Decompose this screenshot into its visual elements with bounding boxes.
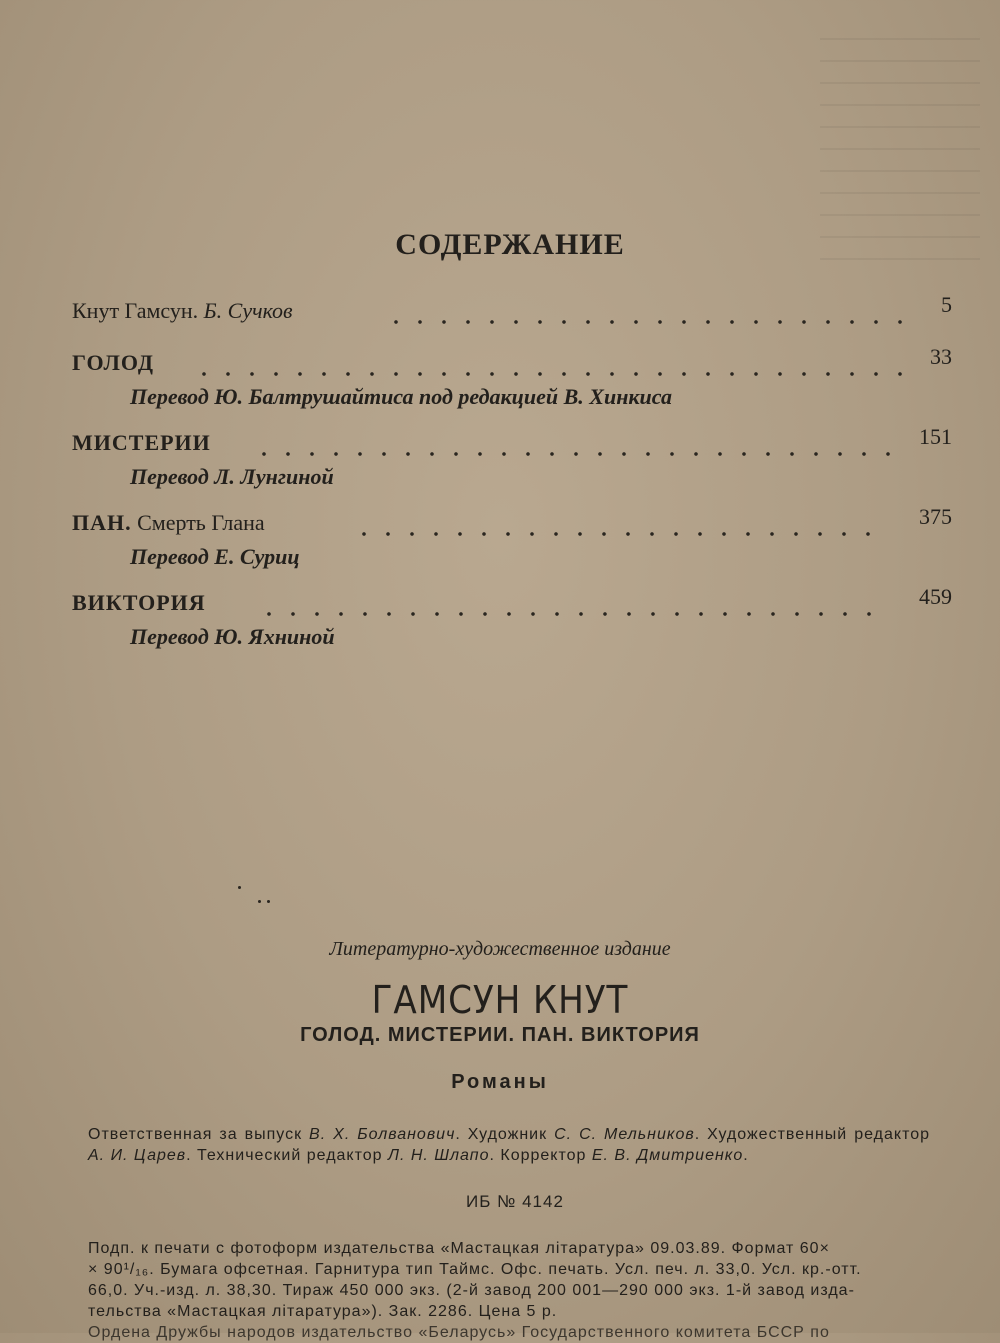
translator-line: Перевод Е. Суриц — [130, 544, 300, 569]
book-author: ГАМСУН КНУТ — [371, 978, 629, 1022]
leader-dots — [252, 452, 890, 456]
print-line: Ордена Дружбы народов издательство «Беларусь» Государственного комитета БССР по — [88, 1324, 830, 1341]
leader-dots — [257, 612, 890, 616]
toc-page-number: 5 — [941, 292, 952, 317]
contents-heading: СОДЕРЖАНИЕ — [395, 228, 625, 261]
toc-entry-title: ГОЛОД — [72, 350, 155, 375]
print-details — [88, 1238, 933, 1343]
toc-entry-title: ПАН. Смерть Глана — [72, 510, 265, 535]
book-genre: Романы — [451, 1071, 549, 1093]
toc-page-number: 33 — [930, 344, 952, 369]
translator-line: Перевод Ю. Балтрушайтиса под редакцией В. Хинкиса — [130, 384, 672, 409]
leader-dots — [384, 320, 914, 324]
bleed-through-texture — [820, 20, 980, 260]
ib-number: ИБ № 4142 — [466, 1192, 564, 1211]
toc-page-number: 375 — [919, 504, 952, 529]
toc-page-number: 151 — [919, 424, 952, 449]
toc-entry — [72, 292, 952, 332]
toc-entry-title: Кнут Гамсун. Б. Сучков — [72, 298, 293, 323]
leader-dots — [352, 532, 890, 536]
ink-speck — [238, 886, 241, 889]
book-works: ГОЛОД. МИСТЕРИИ. ПАН. ВИКТОРИЯ — [300, 1024, 700, 1046]
toc-entry — [72, 424, 952, 500]
ink-speck — [267, 900, 270, 903]
translator-line: Перевод Л. Лунгиной — [130, 464, 334, 489]
toc-entry — [72, 584, 952, 660]
leader-dots — [192, 372, 904, 376]
translator-line: Перевод Ю. Яхниной — [130, 624, 335, 649]
print-line: × 90¹/₁₆. Бумага офсетная. Гарнитура тип Таймс. Офс. печать. Усл. печ. л. 33,0. Усл. кр.-отт. — [88, 1261, 862, 1278]
toc-page-number: 459 — [919, 584, 952, 609]
print-line: 66,0. Уч.-изд. л. 38,30. Тираж 450 000 экз. (2-й завод 200 001—290 000 экз. 1-й завод изда- — [88, 1282, 855, 1299]
edition-type: Литературно-художественное издание — [329, 938, 671, 960]
toc-entry-title: ВИКТОРИЯ — [72, 590, 206, 615]
toc-entry — [72, 344, 952, 420]
ink-speck — [258, 900, 261, 903]
print-line: тельства «Мастацкая лiтаратура»). Зак. 2286. Цена 5 р. — [88, 1303, 558, 1320]
credits-paragraph: Ответственная за выпуск В. Х. Болванович. Художник С. С. Мельников. Художественный редактор А. И. Царев. Технический редактор Л. Н. Шлапо. Корректор Е. В. Дмитриенко. — [88, 1126, 931, 1164]
toc-entry — [72, 504, 952, 580]
toc-entry-title: МИСТЕРИИ — [72, 430, 211, 455]
print-line: Подп. к печати с фотоформ издательства «Мастацкая лiтаратура» 09.03.89. Формат 60× — [88, 1240, 830, 1257]
